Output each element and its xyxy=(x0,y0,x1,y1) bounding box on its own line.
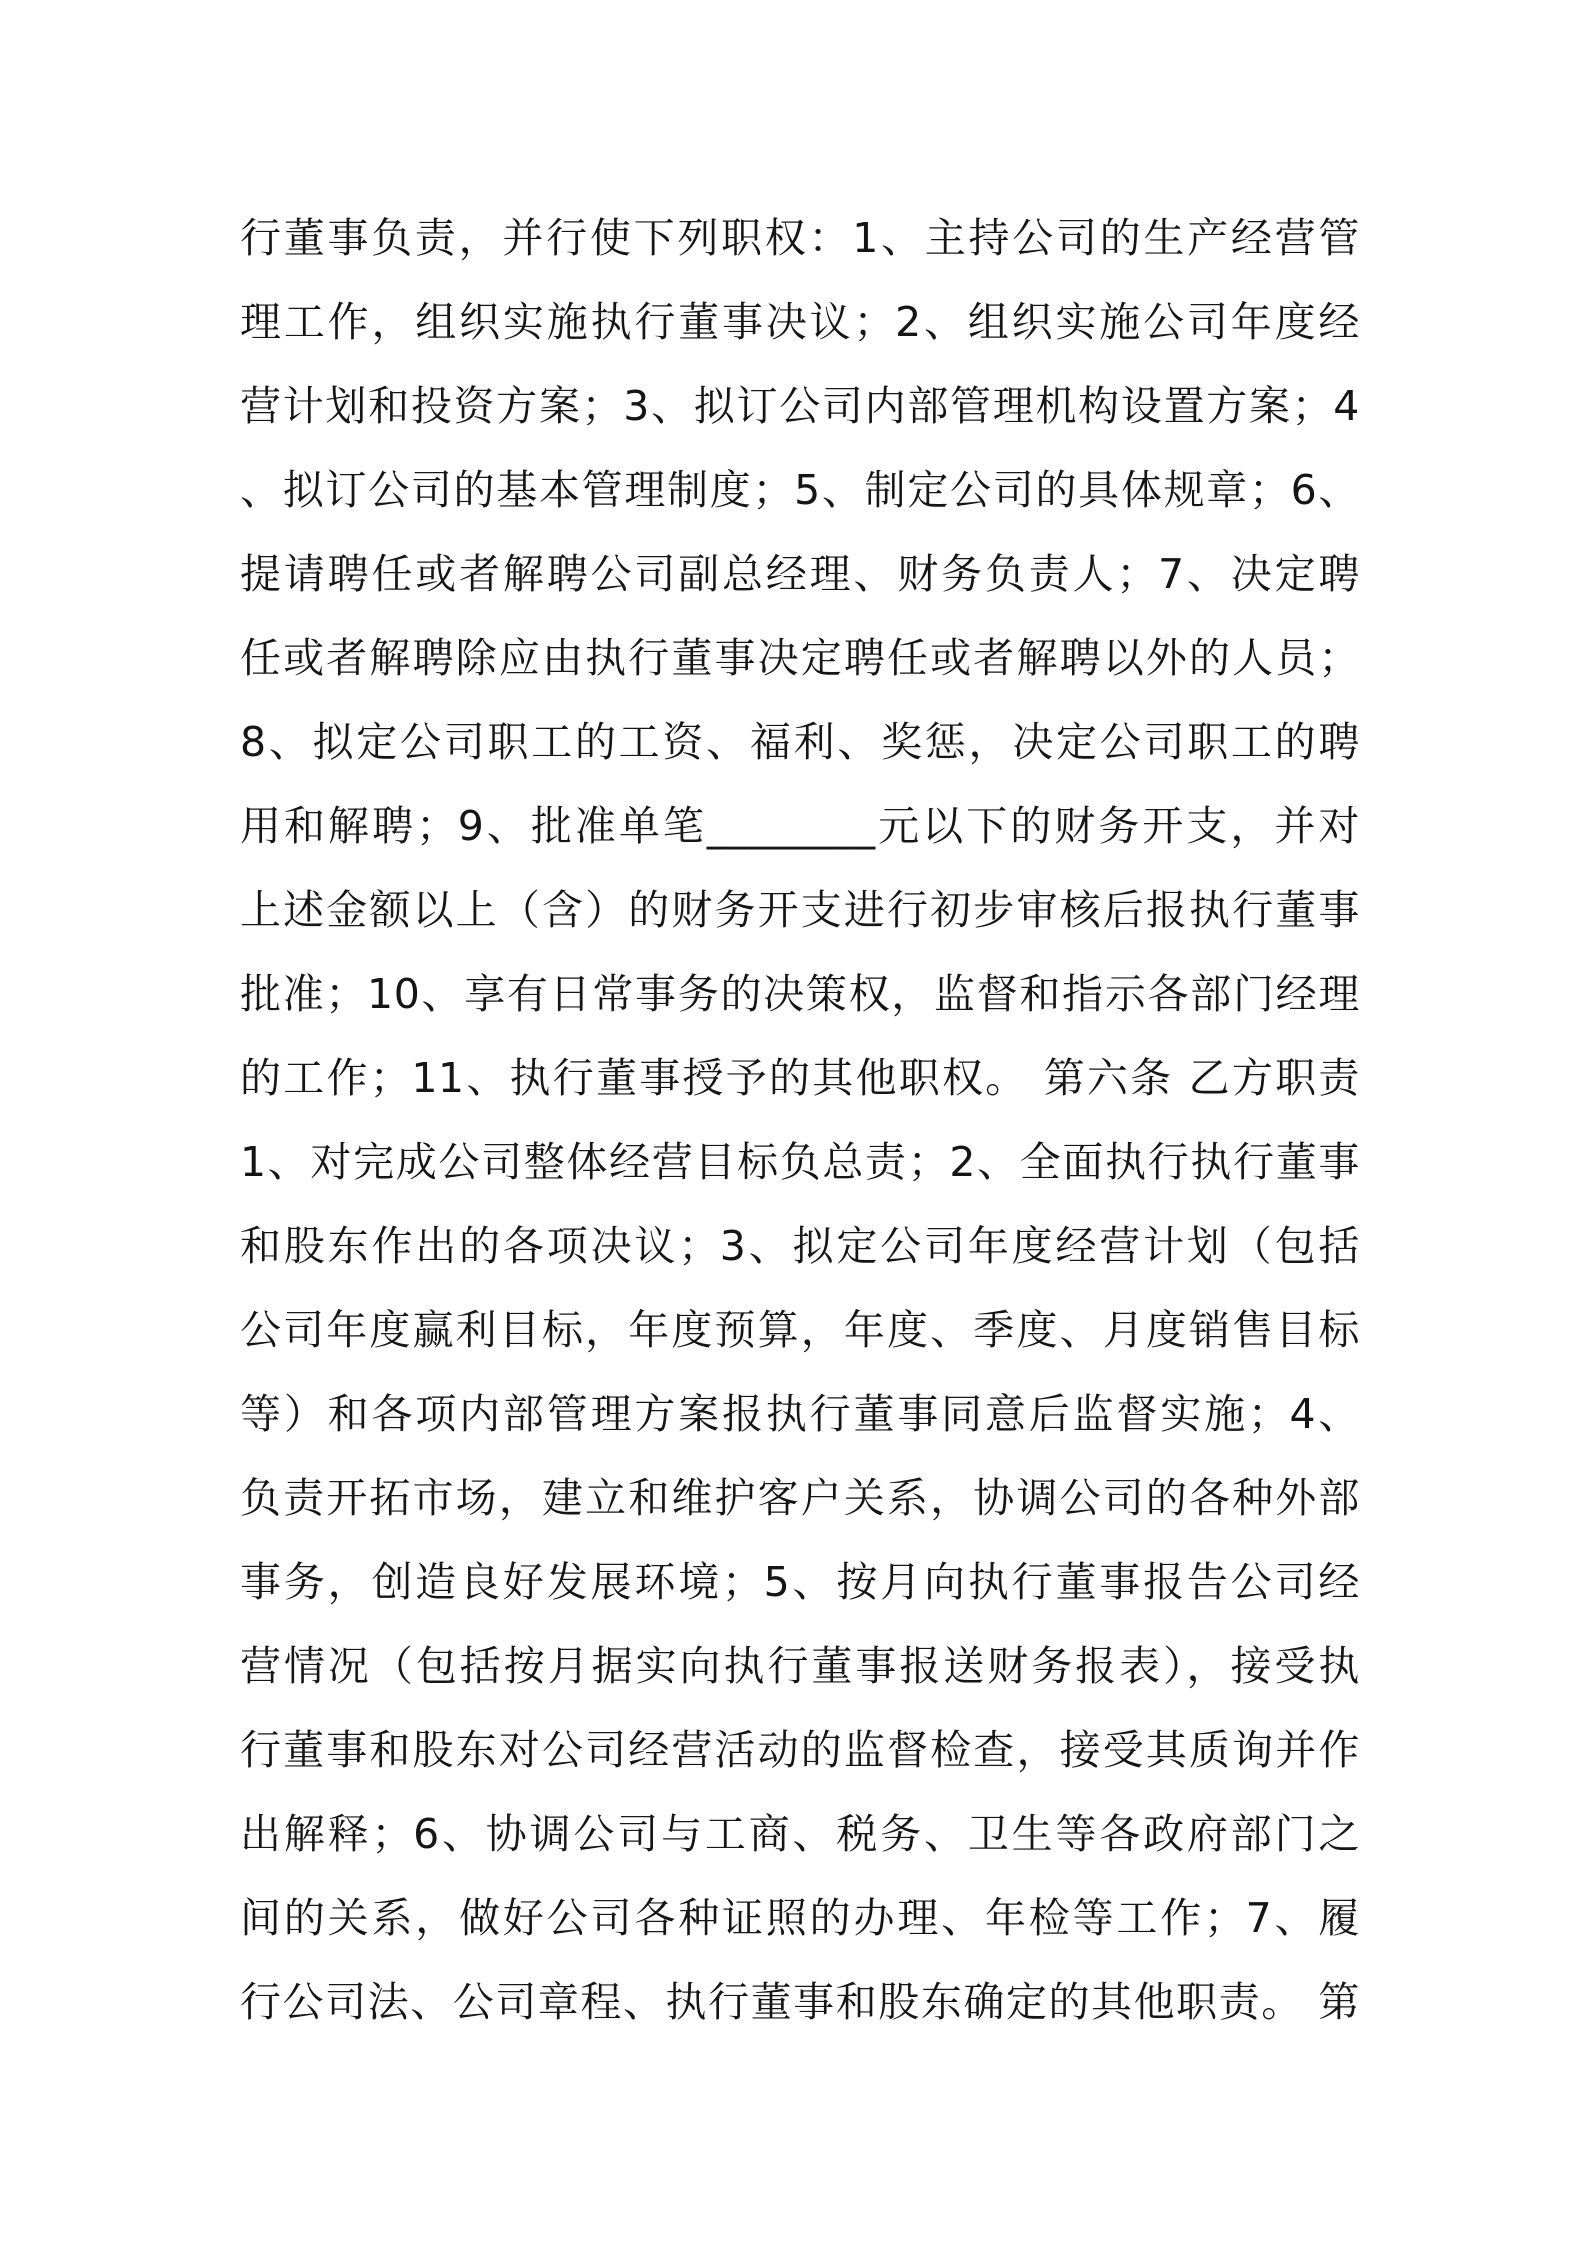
text-line-18: 营情况（包括按月据实向执行董事报送财务报表），接受执 xyxy=(240,1642,1360,1690)
text-line-21: 间的关系，做好公司各种证照的办理、年检等工作；7、履 xyxy=(240,1894,1360,1942)
text-line-16: 负责开拓市场，建立和维护客户关系，协调公司的各种外部 xyxy=(240,1474,1360,1522)
text-line-13: 和股东作出的各项决议；3、拟定公司年度经营计划（包括 xyxy=(240,1222,1360,1270)
text-line-17: 事务，创造良好发展环境；5、按月向执行董事报告公司经 xyxy=(240,1558,1360,1606)
text-line-1: 行董事负责，并行使下列职权：1、主持公司的生产经营管 xyxy=(240,214,1360,262)
text-line-8: 用和解聘；9、批准单笔________元以下的财务开支，并对 xyxy=(240,802,1360,850)
text-line-12: 1、对完成公司整体经营目标负总责；2、全面执行执行董事 xyxy=(240,1138,1360,1186)
text-line-10: 批准；10、享有日常事务的决策权，监督和指示各部门经理 xyxy=(240,970,1360,1018)
text-line-14: 公司年度赢利目标，年度预算，年度、季度、月度销售目标 xyxy=(240,1306,1360,1354)
text-line-7: 8、拟定公司职工的工资、福利、奖惩，决定公司职工的聘 xyxy=(240,718,1360,766)
text-line-19: 行董事和股东对公司经营活动的监督检查，接受其质询并作 xyxy=(240,1726,1360,1774)
text-line-15: 等）和各项内部管理方案报执行董事同意后监督实施；4、 xyxy=(240,1390,1360,1438)
text-line-2: 理工作，组织实施执行董事决议；2、组织实施公司年度经 xyxy=(240,298,1360,346)
contract-body-text xyxy=(240,196,1360,2044)
text-line-4: 、拟订公司的基本管理制度；5、制定公司的具体规章；6、 xyxy=(240,466,1360,514)
text-line-22: 行公司法、公司章程、执行董事和股东确定的其他职责。 第 xyxy=(240,1978,1360,2026)
text-line-5: 提请聘任或者解聘公司副总经理、财务负责人；7、决定聘 xyxy=(240,550,1360,598)
text-line-11: 的工作；11、执行董事授予的其他职权。 第六条 乙方职责 xyxy=(240,1054,1360,1102)
text-line-9: 上述金额以上（含）的财务开支进行初步审核后报执行董事 xyxy=(240,886,1360,934)
text-line-6: 任或者解聘除应由执行董事决定聘任或者解聘以外的人员； xyxy=(240,634,1360,682)
text-line-20: 出解释；6、协调公司与工商、税务、卫生等各政府部门之 xyxy=(240,1810,1360,1858)
text-line-3: 营计划和投资方案；3、拟订公司内部管理机构设置方案；4 xyxy=(240,382,1360,430)
